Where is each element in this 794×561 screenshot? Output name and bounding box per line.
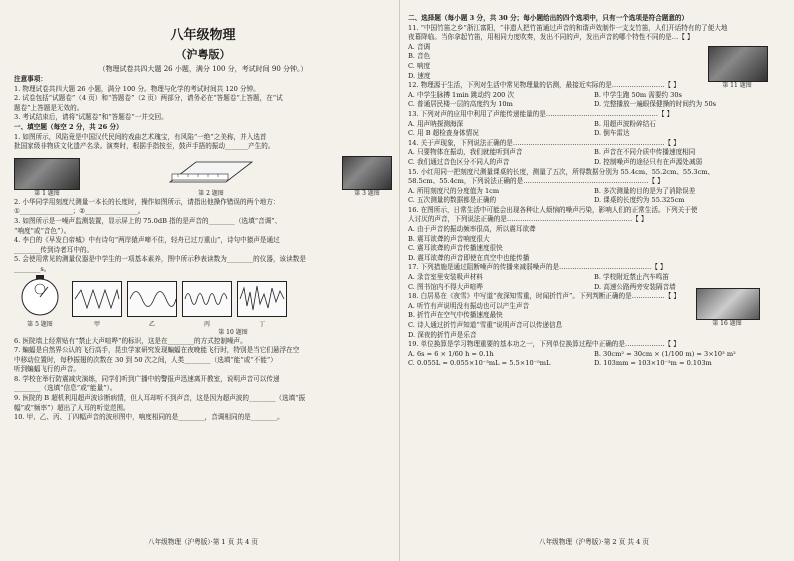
q4-line-2: ________传到诗者耳中的。 (14, 245, 94, 254)
wave-a-graph (72, 281, 122, 317)
waveforms (72, 281, 287, 329)
q13: 13. 下列对声的应用中利用了声能传递能量的是……………………………………………【 】 (408, 109, 674, 118)
figure-3-caption: 第 3 题图 (354, 189, 380, 197)
q15-option-d: D. 课桌的长度约为 55.325cm (594, 196, 685, 205)
exam-note: （物理试卷共四大题 26 小题，满分 100 分，考试时间 90 分钟。） (98, 65, 308, 73)
q12: 12. 物理源于生活，下列对生活中常见物理量的估测，最接近实际的是……………………【 】 (408, 81, 680, 90)
q8-line-1: 8. 学校在举行防震减灾演练，同学们听到广播中的警报声迅速离开教室，说明声音可以传递 (14, 374, 280, 383)
q15-line-1: 15. 小红用同一把刻度尺测量课桌的长度，测量了五次，所得数据分别为 55.4cm、55.2cm、55.3cm、 (408, 167, 715, 176)
q12-options-row-1 (408, 91, 780, 101)
q9-line-2: 幅”或“频率”）超出了人耳的听觉范围。 (14, 403, 130, 412)
figure-3 (342, 156, 392, 198)
q16-line-1: 16. 在图所示，日常生活中可能会出现各种让人烦恼的噪声污染，影响人们的正常生活。下列关于使 (408, 205, 698, 214)
q11-option-d: D. 速度 (408, 71, 431, 80)
q13-options-row-2 (408, 129, 780, 139)
figure-16 (696, 288, 758, 328)
page-1 (14, 6, 392, 554)
figure-5-caption: 第 5 题图 (27, 320, 53, 328)
notice-2b: 题卷”上答题是无效的。 (14, 103, 84, 112)
q7-line-2: 中移动位置时，每秒振翅的次数在 30 到 50 次之间，人类________（选填“能”或“不能”） (14, 355, 277, 364)
q7-line-1: 7. 蝙蝠是自然界公认的飞行高手，昆虫学家研究发现蝙蝠在夜晚能飞行时，特别是当它们悬浮在空 (14, 346, 300, 355)
q18-option-d: D. 深夜的折竹声是乐音 (408, 330, 477, 339)
wave-a (72, 281, 122, 329)
q15-options-row-2 (408, 196, 780, 206)
notice-1: 1. 物理试卷共四大题 26 小题，满分 100 分。物理与化学的考试时间共 120 分钟。 (14, 84, 260, 93)
q18-option-c: C. 诗人通过折竹声知道“雪重”说明声音可以传递信息 (408, 321, 563, 329)
notice-2: 2. 试卷包括“试题卷”（4 页）和“答题卷”（2 页）两部分，请务必在“答题卷”上答题，在“试 (14, 94, 283, 103)
noise-cartoon (696, 288, 760, 320)
q2-line-1: 2. 小华同学用刻度尺测量一本长的长度时，操作如图所示，请指出他操作错误的两个地方： (14, 197, 280, 206)
q19-option-d: D. 103mm = 103×10⁻³m = 0.103m (594, 359, 712, 368)
q3-line-1: 3. 如图所示是一噪声监测装置，显示屏上的 75.0dB 指的是声音的________（选填“音调”、 (14, 216, 282, 225)
q13-options-row-1 (408, 120, 780, 130)
q17-option-a: A. 录音室里安装吸声材料 (408, 273, 483, 282)
q1-line-2: 批国家级非物质文化遗产名录。演奏时，根据手指按至，鼓声手捂的振动_______产生的。 (14, 142, 275, 151)
q13-option-b: B. 用超声波粉碎结石 (594, 119, 656, 128)
figures-row-2 (14, 277, 392, 329)
q19-options-row-1 (408, 350, 780, 360)
figure-11-caption: 第 11 题图 (722, 82, 752, 89)
q19-option-c: C. 0.055L = 0.055×10⁻³mL = 5.5×10⁻⁵mL (408, 359, 551, 368)
q8-line-2: ________（选填“信息”或“能量”）。 (14, 384, 117, 393)
exam-title: 八年级物理 (170, 28, 236, 43)
q15-option-a: A. 所用刻度尺的分度值为 1cm (408, 186, 500, 195)
figures-row-1 (14, 154, 392, 198)
q14-options-row-1 (408, 148, 780, 158)
figure-2 (166, 152, 256, 198)
figure-11 (708, 46, 766, 90)
drum-photo (14, 158, 80, 190)
q12-option-a: A. 中学生脉搏 1min 跳动约 200 次 (408, 90, 515, 99)
q15-option-b: B. 多次测量的目的是为了消除误差 (594, 186, 696, 195)
q5-line-1: 5. 会使用常见的测量仪器是中学生的一项基本素养，图中所示秒表读数为________的仪器，该读数是 (14, 255, 306, 264)
q13-option-a: A. 用声呐探测海深 (408, 119, 464, 128)
notice-3: 3. 考试结束后，请将“试题卷”和“答题卷”一并交回。 (14, 113, 168, 122)
q12-options-row-2 (408, 100, 780, 110)
figure-2-caption: 第 2 题图 (198, 189, 224, 197)
q10: 10. 甲、乙、丙、丁四幅声音的波形图中，响度相同的是________，音调相同的是________。 (14, 413, 284, 422)
q19-option-a: A. 6s = 6 × 1/60 h = 0.1h (408, 349, 494, 358)
section-2-heading: 二、选择题（每小题 3 分，共 30 分；每小题给出的四个选项中，只有一个选项是符合题意的） (408, 14, 689, 22)
q9-line-1: 9. 医院的 B 超机利用超声波诊断病情，但人耳却听不到声音，这是因为超声波的________（选填“振 (14, 394, 306, 403)
q14-option-d: D. 控制噪声的途径只有在声源处减弱 (594, 157, 703, 166)
q13-option-c: C. 用 B 超检查身体情况 (408, 129, 479, 138)
figure-5 (14, 273, 66, 329)
q18-option-b: B. 折竹声在空气中传播速度最快 (408, 311, 503, 320)
q13-option-d: D. 倒车雷达 (594, 129, 630, 138)
wave-d (237, 281, 287, 329)
q18-option-a: A. 听竹有声说明没有振动也可以产生声音 (408, 301, 530, 310)
q14-option-b: B. 声音在不同介质中传播速度相同 (594, 148, 696, 157)
page-1-footer: 八年级物理（沪粤版）·第 1 页 共 4 页 (148, 538, 258, 546)
q15-options-row-1 (408, 187, 780, 197)
q17: 17. 下列措施是通过阻断噪声的传播来减弱噪声的是……………………………………【 】 (408, 263, 667, 272)
q15-line-2: 58.5cm、55.4cm，下列说法正确的是…………………………………………………【 】 (408, 177, 664, 186)
page-2-footer: 八年级物理（沪粤版）·第 2 页 共 4 页 (539, 538, 649, 546)
q18: 18. 白居易在《夜雪》中写道“夜深知雪重，时闻折竹声”。下列判断正确的是……………【 】 (408, 292, 680, 301)
noise-monitor-photo (342, 156, 392, 190)
page-2 (408, 6, 780, 554)
q19-options-row-2 (408, 359, 780, 369)
q16-option-b: B. 震耳欲聋的声音响度很大 (408, 234, 490, 243)
wave-b-graph (127, 281, 177, 317)
wave-c (182, 281, 232, 329)
wave-c-graph (182, 281, 232, 317)
q14-options-row-2 (408, 158, 780, 168)
q16-line-2: 人讨厌的声音，下列说法正确的是…………………………………………………【 】 (408, 215, 648, 224)
q11-line-2: 夜幕降临。当你拿起竹笛，用相同力度吹奏，发出不同的声，发出声音的哪个特性不同的是…【 】 (408, 33, 694, 42)
q7-line-3: 听到蝙蝠飞行的声音。 (14, 365, 80, 374)
q14-option-c: C. 我们通过音色区分不同人的声音 (408, 157, 510, 166)
q11-option-b: B. 音色 (408, 52, 431, 61)
q14: 14. 关于声现象，下列说法正确的是……………………………………………………………【 】 (408, 138, 680, 147)
figure-16-caption: 第 16 题图 (712, 320, 742, 327)
q1-line-1: 1. 如图所示，风陷竟是中国汉代民间的戏曲艺术瑰宝，有风陷“一绝”之美称，并入选首 (14, 132, 267, 141)
wave-c-label: 丙 (203, 320, 210, 328)
q15-option-c: C. 五次测量的数据都是正确的 (408, 196, 497, 205)
q19: 19. 单位换算是学习物理重要的基本功之一，下列单位换算过程中正确的是………………【 】 (408, 340, 680, 349)
q17-option-b: B. 学校附近禁止汽车鸣笛 (594, 273, 669, 282)
wave-a-label: 甲 (93, 320, 100, 328)
q3-line-2: “响度”或“音色”）。 (14, 226, 71, 235)
q16-option-d: D. 震耳欲聋的声音即使在真空中也能传播 (408, 253, 530, 262)
q16-option-a: A. 由于声音的振动频率很高，所以震耳欲聋 (408, 225, 536, 234)
wave-b-label: 乙 (148, 320, 155, 328)
q11-option-a: A. 音调 (408, 42, 431, 51)
section-1-heading: 一、填空题（每空 2 分，共 26 分） (14, 122, 123, 131)
stopwatch-diagram (14, 273, 66, 317)
q17-option-d: D. 高速公路两旁安装隔音墙 (594, 282, 676, 291)
q11-line-1: 11. “中国竹笛之乡”浙江富阳，“非遗人把竹笛通过声音的和谐声效制作一支支竹笛，人们开话特有的了便大地 (408, 23, 728, 32)
q6: 6. 医院墙上经常贴有“禁止大声喧哗”的标识，这是在________的方式控制噪声。 (14, 336, 247, 345)
q12-option-d: D. 完整播放一遍眼保健操的时间约为 50s (594, 100, 717, 109)
flute-photo (708, 46, 768, 82)
notice-heading: 注意事项： (14, 75, 47, 83)
exam-subtitle: （沪粤版） (175, 48, 231, 61)
q16-option-c: C. 震耳欲聋的声音传播速度很快 (408, 244, 503, 253)
q12-option-c: C. 普通居民楼一层的高度约为 10m (408, 100, 513, 109)
wave-d-graph (237, 281, 287, 317)
q17-option-c: C. 图书馆内不得大声喧哗 (408, 282, 483, 291)
page-divider (399, 0, 400, 561)
figure-1-caption: 第 1 题图 (34, 189, 60, 197)
ruler-book-diagram (166, 152, 256, 186)
wave-d-label: 丁 (258, 320, 265, 328)
q11-option-c: C. 响度 (408, 61, 431, 70)
figure-1 (14, 158, 80, 198)
q14-option-a: A. 只要物体在振动，我们就能听到声音 (408, 148, 523, 157)
q12-option-b: B. 中学生跑 50m 需要约 30s (594, 90, 682, 99)
q5-line-2: ________s。 (14, 264, 51, 273)
q19-option-b: B. 30cm² = 30cm × (1/100 m) = 3×10³ m² (594, 349, 736, 358)
wave-b (127, 281, 177, 329)
figure-10-caption: 第 10 题图 (218, 328, 248, 336)
q4-line-1: 4. 李白的《早发白帝城》中有诗句“两岸猿声啼不住，轻舟已过万重山”，诗句中猿声是通过 (14, 236, 280, 245)
q2-line-2: ①________________；②________________。 (14, 207, 145, 216)
q17-options-row-1 (408, 273, 780, 283)
